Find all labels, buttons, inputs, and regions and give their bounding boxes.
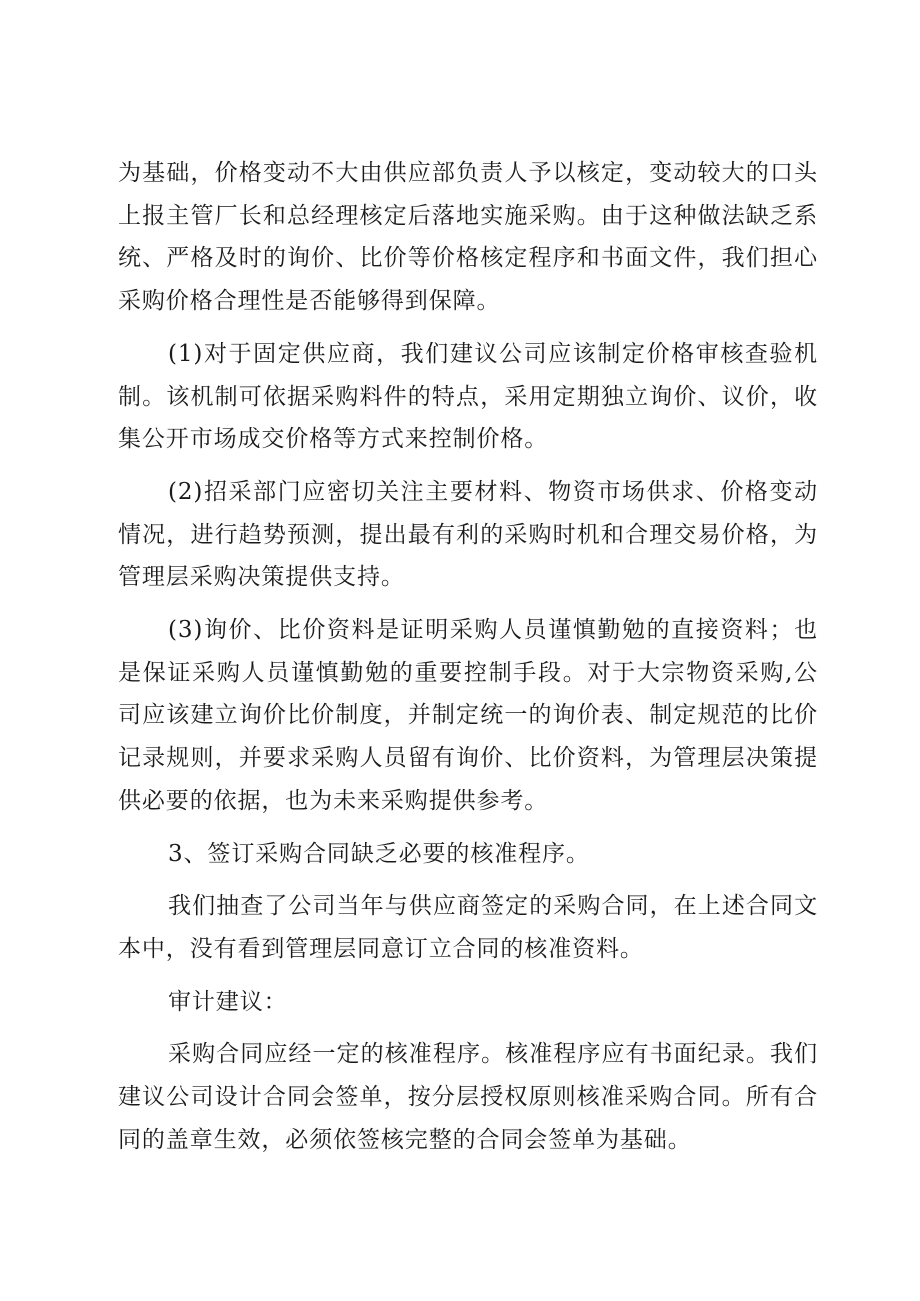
paragraph-suggestion-1: (1)对于固定供应商，我们建议公司应该制定价格审核查验机制。该机制可依据采购料件的特点，采用定期独立询价、议价，收集公开市场成交价格等方式来控制价格。	[118, 340, 818, 453]
paragraph-contract-suggestion: 采购合同应经一定的核准程序。核准程序应有书面纪录。我们建议公司设计合同会签单，按分层授权原则核准采购合同。所有合同的盖章生效，必须依签核完整的合同会签单为基础。	[118, 1041, 818, 1153]
paragraph-suggestion-2: (2)招采部门应密切关注主要材料、物资市场供求、价格变动情况，进行趋势预测，提出最有利的采购时机和合理交易价格，为管理层采购决策提供支持。	[118, 478, 818, 591]
audit-suggestion-label: 审计建议：	[168, 988, 288, 1015]
paragraph-price-approval: 为基础，价格变动不大由供应部负责人予以核定，变动较大的口头上报主管厂长和总经理核定后落地实施采购。由于这种做法缺乏系统、严格及时的询价、比价等价格核定程序和书面文件，我们担心采购价格合理性是否能够得到保障。	[118, 160, 818, 315]
section-heading-contract-approval: 3、签订采购合同缺乏必要的核准程序。	[168, 840, 590, 867]
paragraph-contract-finding: 我们抽查了公司当年与供应商签定的采购合同，在上述合同文本中，没有看到管理层同意订立合同的核准资料。	[118, 893, 818, 962]
paragraph-suggestion-3: (3)询价、比价资料是证明采购人员谨慎勤勉的直接资料；也是保证采购人员谨慎勤勉的重要控制手段。对于大宗物资采购,公司应该建立询价比价制度，并制定统一的询价表、制定规范的比价记录规则，并要求采购人员留有询价、比价资料，为管理层决策提供必要的依据，也为未来采购提供参考。	[118, 617, 818, 814]
document-body	[118, 152, 818, 1161]
